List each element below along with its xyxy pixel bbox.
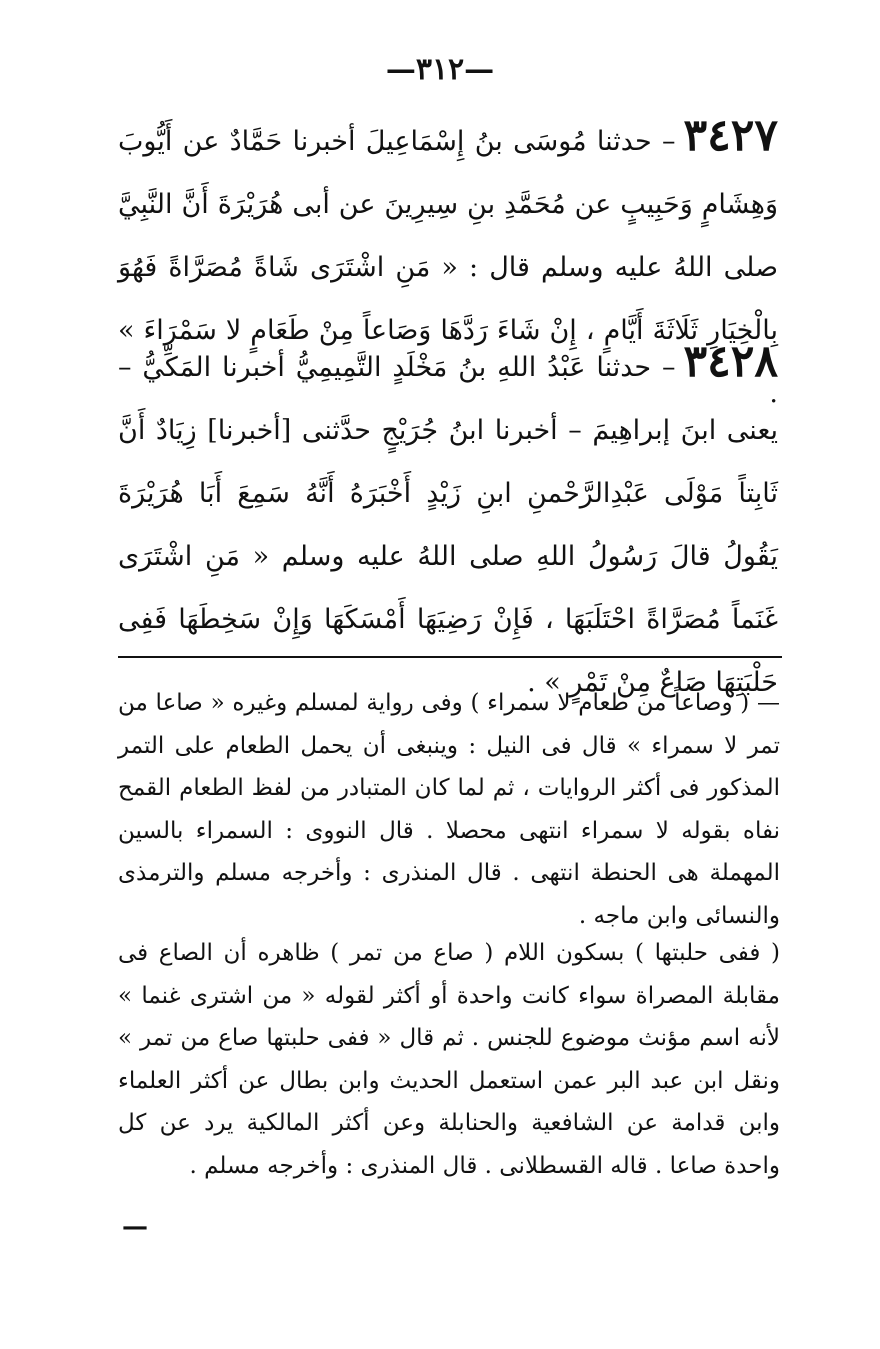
hadith-number: ٣٤٢٧	[683, 110, 778, 161]
hadith-text: – حدثنا مُوسَى بنُ إِسْمَاعِيلَ أخبرنا حَمَّادٌ عن أَيُّوبَ وَهِشَامٍ وَحَبِيبٍ عن مُحَمَّدِ بنِ سِيرِينَ عن أبى هُرَيْرَةَ أَنَّ النَّبِيَّ صلى اللهُ عليه وسلم قال : « مَنِ اشْتَرَى شَاةً مُصَرَّاةً فَهُوَ بِالْخِيَارِ ثَلَاثَةَ أَيَّامٍ ، إِنْ شَاءَ رَدَّهَا وَصَاعاً مِنْ طَعَامٍ لا سَمْرَاءَ » .	[118, 126, 778, 409]
page-number: —٣١٢—	[385, 52, 495, 87]
footnote-divider	[118, 656, 782, 658]
continuation-dash: —	[122, 1212, 148, 1242]
hadith-number: ٣٤٢٨	[683, 336, 778, 387]
commentary-note: ( ففى حلبتها ) بسكون اللام ( صاع من تمر ) ظاهره أن الصاع فى مقابلة المصراة سواء كانت واحدة أو أكثر لقوله « من اشترى غنما » لأنه اسم مؤنث موضوع للجنس . ثم قال « ففى حلبتها صاع من تمر » ونقل ابن عبد البر عمن استعمل الحديث وابن بطال عن أكثر العلماء وابن قدامة عن الشافعية والحنابلة وعن أكثر المالكية يرد عن كل واحدة صاعا . قاله القسطلانى . قال المنذرى : وأخرجه مسلم .	[118, 940, 780, 1179]
hadith-text: – حدثنا عَبْدُ اللهِ بنُ مَخْلَدٍ التَّمِيمِيُّ أخبرنا المَكِّيُّ – يعنى ابنَ إبراهِيمَ – أخبرنا ابنُ جُرَيْجٍ حدَّثنى [أخبرنا] زِيَادٌ أَنَّ ثَابِتاً مَوْلَى عَبْدِالرَّحْمنِ ابنِ زَيْدٍ أَخْبَرَهُ أَنَّهُ سَمِعَ أَبَا هُرَيْرَةَ يَقُولُ قالَ رَسُولُ اللهِ صلى اللهُ عليه وسلم « مَنِ اشْتَرَى غَنَماً مُصَرَّاةً احْتَلَبَهَا ، فَإِنْ رَضِيَهَا أَمْسَكَهَا وَإِنْ سَخِطَهَا فَفِى حَلْبَتِهَا صَاعٌ مِنْ تَمْرٍ » .	[118, 352, 778, 698]
commentary-note: — ( وصاعاً من طعام لا سمراء ) وفى رواية لمسلم وغيره « صاعا من تمر لا سمراء » قال فى النيل : وينبغى أن يحمل الطعام على التمر المذكور فى أكثر الروايات ، ثم لما كان المتبادر من لفظ الطعام القمح نفاه بقوله لا سمراء انتهى محصلا . قال النووى : السمراء بالسين المهملة هى الحنطة انتهى . قال المنذرى : وأخرجه مسلم والترمذى والنسائى وابن ماجه .	[118, 690, 780, 929]
